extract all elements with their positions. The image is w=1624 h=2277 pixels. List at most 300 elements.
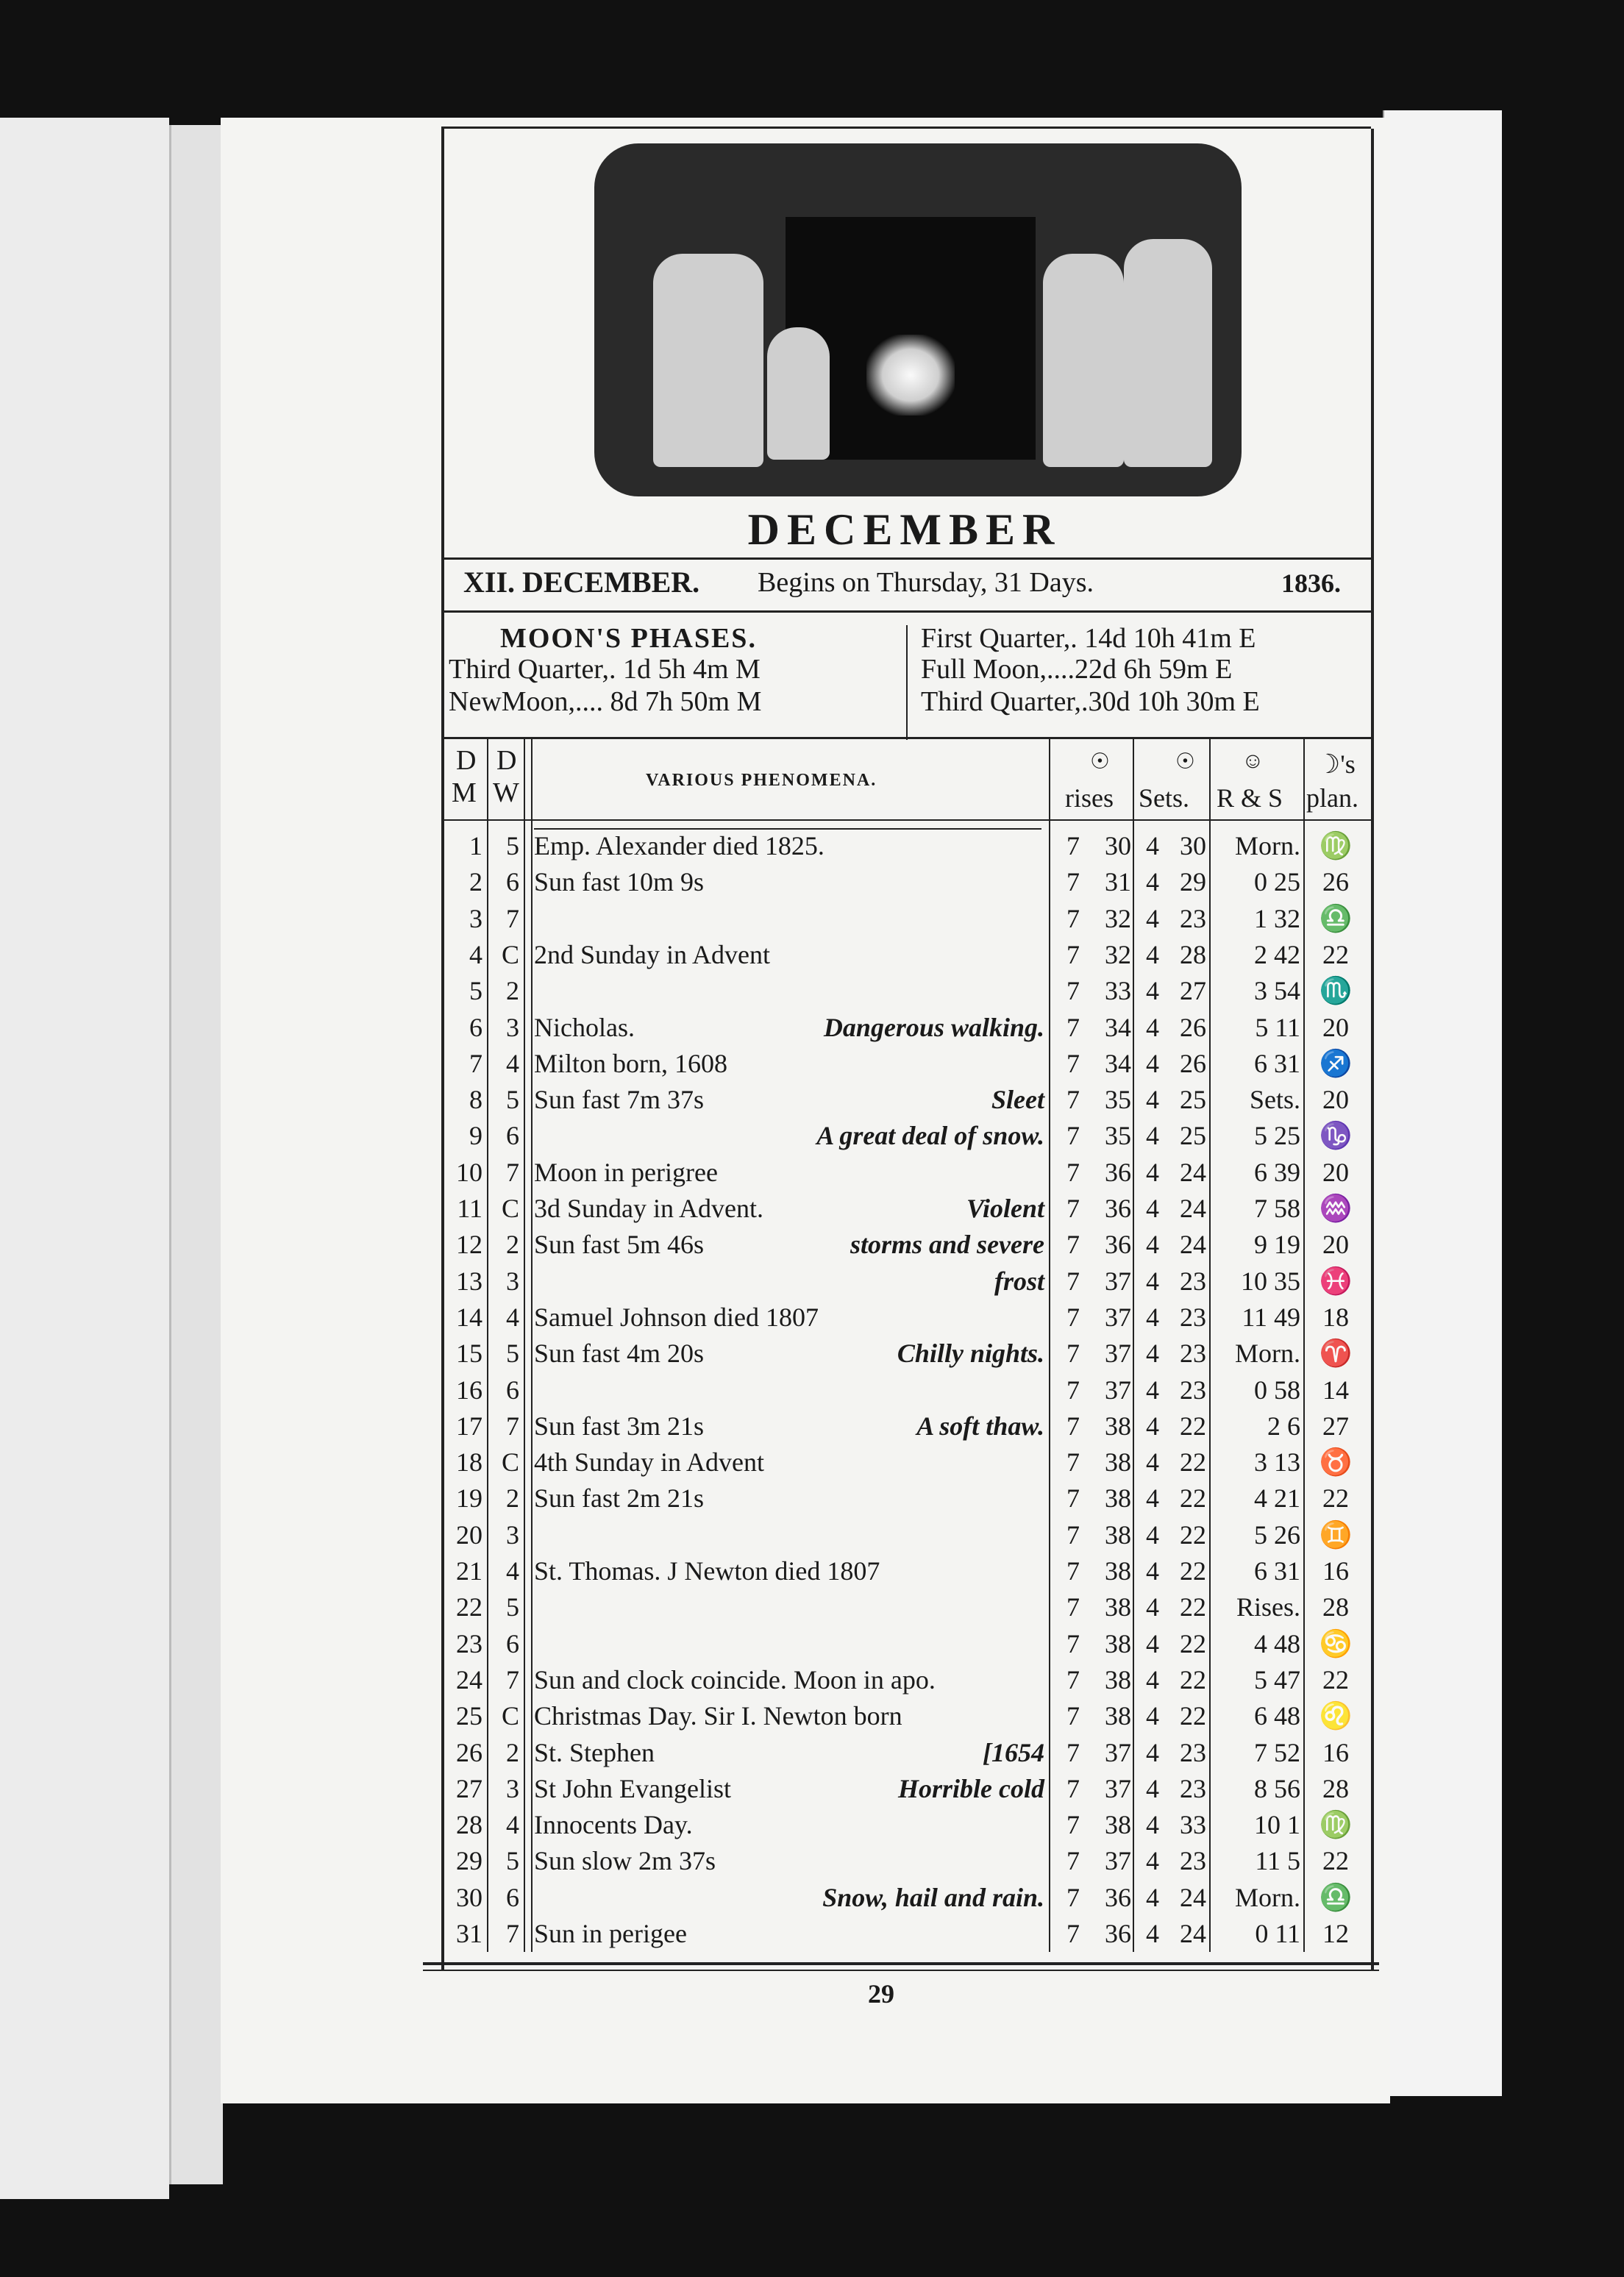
table-row [0,1807,1624,1843]
table-row [0,973,1624,1009]
rule-above-table [441,737,1371,739]
cell-plan: 22 [1322,1664,1349,1695]
cell-dw: 6 [506,1628,519,1658]
cell-sh: 4 [1146,1882,1159,1912]
cell-rm: 36 [1105,1194,1131,1223]
cell-sm: 22 [1180,1411,1206,1441]
table-row [0,1735,1624,1771]
table-row [0,1626,1624,1662]
cell-dw: 3 [506,1266,519,1296]
cell-dw: 4 [506,1556,519,1586]
cell-phr: A soft thaw. [916,1411,1044,1441]
cell-sh: 4 [1146,1411,1159,1441]
table-row [0,1771,1624,1807]
cell-dm: 29 [456,1846,482,1876]
cell-rm: 36 [1105,1157,1131,1187]
header-year: 1836. [1281,569,1341,598]
cell-moon: 3 54 [1254,976,1300,1006]
cell-rm: 37 [1105,1846,1131,1876]
cell-rm: 38 [1105,1664,1131,1695]
cell-rm: 37 [1105,1737,1131,1767]
cell-moon: Morn. [1235,1882,1300,1912]
cell-sh: 4 [1146,1012,1159,1042]
cell-dm: 9 [469,1121,482,1151]
table-row [0,1517,1624,1553]
moon-face-icon: ☺ [1242,749,1264,773]
cell-plan: 18 [1322,1302,1349,1332]
cell-plan: 22 [1322,1846,1349,1876]
cell-ph: Milton born, 1608 [534,1048,728,1078]
cell-moon: 2 42 [1254,939,1300,969]
cell-sh: 4 [1146,1846,1159,1876]
cell-plan: 27 [1322,1411,1349,1441]
table-row [0,864,1624,900]
cell-dm: 15 [456,1339,482,1369]
cell-dm: 18 [456,1447,482,1478]
cell-sh: 4 [1146,1302,1159,1332]
frame-bottom-rule [423,1962,1379,1971]
table-row [0,1843,1624,1879]
table-row [0,1264,1624,1300]
cell-rh: 7 [1066,1121,1080,1151]
cell-dm: 19 [456,1483,482,1514]
cell-rm: 34 [1105,1048,1131,1078]
cell-rm: 38 [1105,1519,1131,1550]
cell-dw: 4 [506,1810,519,1840]
cell-dm: 28 [456,1810,482,1840]
cell-rh: 7 [1066,976,1080,1006]
cell-sm: 26 [1180,1048,1206,1078]
cell-sm: 24 [1180,1157,1206,1187]
cell-dw: C [501,1701,519,1731]
cell-sm: 22 [1180,1483,1206,1514]
cell-sm: 22 [1180,1664,1206,1695]
figure-woman [1124,239,1212,467]
cell-dw: 7 [506,1664,519,1695]
cell-rm: 32 [1105,903,1131,933]
cell-dm: 3 [469,903,482,933]
cell-sh: 4 [1146,1737,1159,1767]
cell-plan: 26 [1322,867,1349,897]
cell-moon: Sets. [1249,1085,1300,1115]
cell-dm: 27 [456,1773,482,1803]
cell-rh: 7 [1066,867,1080,897]
cell-rh: 7 [1066,1882,1080,1912]
cell-sm: 28 [1180,939,1206,969]
cell-dm: 2 [469,867,482,897]
cell-plan: ♋ [1319,1628,1353,1658]
cell-dm: 12 [456,1230,482,1260]
cell-dm: 17 [456,1411,482,1441]
cell-ph: 3d Sunday in Advent. [534,1194,763,1223]
cell-dm: 4 [469,939,482,969]
rule-above-header [441,557,1371,560]
cell-dm: 24 [456,1664,482,1695]
cell-rm: 38 [1105,1411,1131,1441]
cell-dw: C [501,1447,519,1478]
cell-sh: 4 [1146,831,1159,860]
cell-dm: 14 [456,1302,482,1332]
cell-sm: 23 [1180,1339,1206,1369]
cell-plan: 16 [1322,1737,1349,1767]
cell-plan: 28 [1322,1773,1349,1803]
cell-sm: 25 [1180,1121,1206,1151]
cell-rm: 36 [1105,1230,1131,1260]
col-dw-2: W [493,777,519,808]
cell-plan: 20 [1322,1230,1349,1260]
cell-dw: 3 [506,1012,519,1042]
cell-sh: 4 [1146,1266,1159,1296]
cell-sm: 22 [1180,1447,1206,1478]
cell-ph: Moon in perigree [534,1157,718,1187]
cell-plan: ♍ [1319,831,1353,860]
cell-sh: 4 [1146,1157,1159,1187]
cell-ph: Sun fast 4m 20s [534,1339,705,1369]
cell-sh: 4 [1146,1773,1159,1803]
cell-sm: 23 [1180,1266,1206,1296]
table-row [0,1880,1624,1916]
phases-title: MOON'S PHASES. [500,623,757,654]
header-begins: Begins on Thursday, 31 Days. [758,567,1094,598]
cell-dw: 2 [506,976,519,1006]
cell-dw: 7 [506,1411,519,1441]
cell-plan: 22 [1322,1483,1349,1514]
cell-sh: 4 [1146,1701,1159,1731]
cell-dm: 16 [456,1375,482,1405]
cell-dm: 11 [457,1194,482,1223]
cell-dm: 20 [456,1519,482,1550]
cell-moon: 0 25 [1254,867,1300,897]
cell-moon: Rises. [1236,1592,1300,1622]
cell-sh: 4 [1146,1664,1159,1695]
sun-set-icon: ☉ [1175,749,1195,774]
cell-plan: ♓ [1319,1266,1353,1296]
cell-rh: 7 [1066,939,1080,969]
cell-rh: 7 [1066,1810,1080,1840]
cell-rh: 7 [1066,1919,1080,1948]
cell-plan: 20 [1322,1012,1349,1042]
cell-moon: 5 47 [1254,1664,1300,1695]
cell-rh: 7 [1066,1411,1080,1441]
table-row [0,1118,1624,1154]
cell-rh: 7 [1066,1085,1080,1115]
cell-rm: 38 [1105,1447,1131,1478]
cell-rh: 7 [1066,1556,1080,1586]
cell-sh: 4 [1146,1556,1159,1586]
cell-phr: Snow, hail and rain. [822,1882,1044,1912]
cell-sh: 4 [1146,1483,1159,1514]
cell-sm: 22 [1180,1519,1206,1550]
cell-plan: 12 [1322,1919,1349,1948]
cell-ph: 4th Sunday in Advent [534,1447,764,1478]
cell-moon: 8 56 [1254,1773,1300,1803]
cell-moon: Morn. [1235,1339,1300,1369]
cell-rm: 38 [1105,1810,1131,1840]
cell-sm: 24 [1180,1919,1206,1948]
cell-rm: 38 [1105,1701,1131,1731]
table-row [0,1698,1624,1734]
cell-sm: 33 [1180,1810,1206,1840]
cell-dw: 6 [506,867,519,897]
cell-sh: 4 [1146,867,1159,897]
cell-dw: 7 [506,1157,519,1187]
table-row [0,1589,1624,1625]
cell-moon: 6 48 [1254,1701,1300,1731]
cell-rh: 7 [1066,1701,1080,1731]
cell-moon: 10 35 [1241,1266,1300,1296]
cell-ph: St. Stephen [534,1737,655,1767]
table-row [0,1155,1624,1191]
cell-rm: 37 [1105,1302,1131,1332]
cell-ph: Innocents Day. [534,1810,693,1840]
fireside-illustration [594,143,1242,496]
cell-rm: 37 [1105,1773,1131,1803]
cell-rh: 7 [1066,1157,1080,1187]
cell-phr: [1654 [983,1737,1044,1767]
cell-rh: 7 [1066,1230,1080,1260]
cell-moon: 6 31 [1254,1048,1300,1078]
cell-phr: Violent [966,1194,1044,1223]
cell-sh: 4 [1146,1519,1159,1550]
cell-sm: 22 [1180,1556,1206,1586]
cell-sh: 4 [1146,1919,1159,1948]
cell-moon: 3 13 [1254,1447,1300,1478]
cell-moon: 2 6 [1267,1411,1300,1441]
cell-moon: 11 49 [1242,1302,1300,1332]
cell-dw: 6 [506,1121,519,1151]
cell-ph: Sun and clock coincide. Moon in apo. [534,1664,936,1695]
cell-plan: 16 [1322,1556,1349,1586]
table-row [0,1444,1624,1480]
cell-rh: 7 [1066,1664,1080,1695]
cell-dm: 21 [456,1556,482,1586]
cell-plan: ♎ [1319,903,1353,933]
phase-third-quarter: Third Quarter,. 1d 5h 4m M [449,654,761,685]
col-sets: Sets. [1139,783,1190,813]
cell-dw: 5 [506,1846,519,1876]
cell-phr: A great deal of snow. [816,1121,1044,1151]
cell-plan: 20 [1322,1085,1349,1115]
cell-sh: 4 [1146,1375,1159,1405]
cell-dm: 5 [469,976,482,1006]
col-dm-1: D [456,745,477,776]
phases-divider [906,625,908,740]
cell-rh: 7 [1066,1194,1080,1223]
cell-rm: 37 [1105,1339,1131,1369]
col-plan-2: plan. [1306,783,1358,813]
table-row [0,901,1624,937]
figure-man [1043,254,1124,467]
cell-phr: Sleet [991,1085,1044,1115]
cell-sm: 23 [1180,1737,1206,1767]
cell-dw: 6 [506,1375,519,1405]
cell-ph: Nicholas. [534,1012,635,1042]
cell-rm: 36 [1105,1919,1131,1948]
cell-sm: 22 [1180,1701,1206,1731]
cell-dw: 7 [506,903,519,933]
cell-sm: 23 [1180,1375,1206,1405]
cell-sh: 4 [1146,1048,1159,1078]
cell-plan: 20 [1322,1157,1349,1187]
cell-rh: 7 [1066,1773,1080,1803]
cell-dw: 3 [506,1773,519,1803]
cell-moon: 5 26 [1254,1519,1300,1550]
cell-rh: 7 [1066,1483,1080,1514]
cell-dm: 31 [456,1919,482,1948]
cell-rm: 38 [1105,1628,1131,1658]
cell-sh: 4 [1146,1085,1159,1115]
cell-rm: 35 [1105,1121,1131,1151]
cell-plan: 28 [1322,1592,1349,1622]
cell-moon: 7 52 [1254,1737,1300,1767]
cell-sh: 4 [1146,1628,1159,1658]
cell-moon: 10 1 [1254,1810,1300,1840]
cell-moon: 0 11 [1255,1919,1300,1948]
cell-plan: 14 [1322,1375,1349,1405]
cell-moon: 4 21 [1254,1483,1300,1514]
col-phenomena: VARIOUS PHENOMENA. [646,771,877,790]
cell-plan: ♍ [1319,1810,1353,1840]
cell-rm: 34 [1105,1012,1131,1042]
cell-plan: ♐ [1319,1048,1353,1078]
cell-moon: 6 31 [1254,1556,1300,1586]
cell-phr: Horrible cold [898,1773,1044,1803]
cell-sh: 4 [1146,1810,1159,1840]
cell-moon: Morn. [1235,831,1300,860]
col-rises: rises [1065,783,1114,813]
cell-sm: 30 [1180,831,1206,860]
phase-third-quarter-2: Third Quarter,.30d 10h 30m E [921,686,1260,717]
table-row [0,1408,1624,1444]
rule-below-header [441,610,1371,613]
cell-rh: 7 [1066,831,1080,860]
cell-ph: Sun fast 10m 9s [534,867,705,897]
cell-dw: 7 [506,1919,519,1948]
cell-rm: 31 [1105,867,1131,897]
cell-sm: 24 [1180,1230,1206,1260]
cell-rm: 36 [1105,1882,1131,1912]
cell-rm: 35 [1105,1085,1131,1115]
cell-rh: 7 [1066,903,1080,933]
cell-dw: 4 [506,1048,519,1078]
table-row [0,1553,1624,1589]
cell-dw: 2 [506,1483,519,1514]
cell-rh: 7 [1066,1628,1080,1658]
cell-dw: 5 [506,1339,519,1369]
cell-moon: 4 48 [1254,1628,1300,1658]
cell-rh: 7 [1066,1375,1080,1405]
cell-ph: Emp. Alexander died 1825. [534,831,825,860]
cell-sm: 22 [1180,1592,1206,1622]
cell-plan: ♈ [1319,1339,1353,1369]
cell-dm: 1 [469,831,482,860]
cell-rm: 38 [1105,1483,1131,1514]
cell-ph: Sun slow 2m 37s [534,1846,716,1876]
col-dw-1: D [496,745,517,776]
cell-dw: 3 [506,1519,519,1550]
cell-moon: 5 25 [1254,1121,1300,1151]
cell-plan: ♒ [1319,1194,1353,1223]
cell-rh: 7 [1066,1447,1080,1478]
cell-rm: 32 [1105,939,1131,969]
cell-sh: 4 [1146,1592,1159,1622]
cell-rh: 7 [1066,1012,1080,1042]
table-row [0,1227,1624,1263]
cell-sm: 24 [1180,1194,1206,1223]
cell-phr: Dangerous walking. [823,1012,1044,1042]
figure-child [767,327,830,460]
cell-dm: 7 [469,1048,482,1078]
cell-dm: 8 [469,1085,482,1115]
cell-sm: 29 [1180,867,1206,897]
cell-ph: Samuel Johnson died 1807 [534,1302,819,1332]
cell-plan: 22 [1322,939,1349,969]
table-row [0,1916,1624,1952]
cell-ph: Sun in perigee [534,1919,687,1948]
cell-sm: 22 [1180,1628,1206,1658]
col-dm-2: M [452,777,477,808]
cell-moon: 5 11 [1255,1012,1300,1042]
cell-sm: 23 [1180,903,1206,933]
cell-sh: 4 [1146,1339,1159,1369]
cell-rm: 30 [1105,831,1131,860]
cell-dm: 26 [456,1737,482,1767]
table-row [0,1046,1624,1082]
figure-spinner [653,254,763,467]
cell-phr: storms and severe [850,1230,1044,1260]
cell-rh: 7 [1066,1737,1080,1767]
table-row [0,1336,1624,1372]
cell-moon: 11 5 [1255,1846,1300,1876]
cell-sh: 4 [1146,976,1159,1006]
cell-rm: 37 [1105,1375,1131,1405]
cell-dw: 2 [506,1230,519,1260]
cell-plan: ♎ [1319,1882,1353,1912]
cell-sm: 23 [1180,1846,1206,1876]
cell-ph: St John Evangelist [534,1773,731,1803]
table-row [0,828,1624,864]
cell-dm: 13 [456,1266,482,1296]
page-number: 29 [868,1979,894,2009]
cell-dw: 2 [506,1737,519,1767]
cell-rh: 7 [1066,1339,1080,1369]
table-row [0,1191,1624,1227]
cell-rm: 33 [1105,976,1131,1006]
cell-moon: 6 39 [1254,1157,1300,1187]
cell-dm: 23 [456,1628,482,1658]
cell-sm: 25 [1180,1085,1206,1115]
cell-plan: ♌ [1319,1701,1353,1731]
cell-ph: 2nd Sunday in Advent [534,939,770,969]
cell-dw: 5 [506,1592,519,1622]
cell-rm: 38 [1105,1592,1131,1622]
cell-sh: 4 [1146,1230,1159,1260]
month-heading: DECEMBER [747,505,1062,554]
table-row [0,1480,1624,1517]
cell-plan: ♑ [1319,1121,1353,1151]
cell-sm: 23 [1180,1302,1206,1332]
cell-phr: Chilly nights. [897,1339,1044,1369]
cell-rh: 7 [1066,1519,1080,1550]
cell-dm: 30 [456,1882,482,1912]
cell-dw: 6 [506,1882,519,1912]
cell-ph: St. Thomas. J Newton died 1807 [534,1556,880,1586]
table-row [0,937,1624,973]
phase-full-moon: Full Moon,....22d 6h 59m E [921,654,1233,685]
cell-sh: 4 [1146,1447,1159,1478]
cell-moon: 1 32 [1254,903,1300,933]
col-rise-set: R & S [1217,783,1283,813]
